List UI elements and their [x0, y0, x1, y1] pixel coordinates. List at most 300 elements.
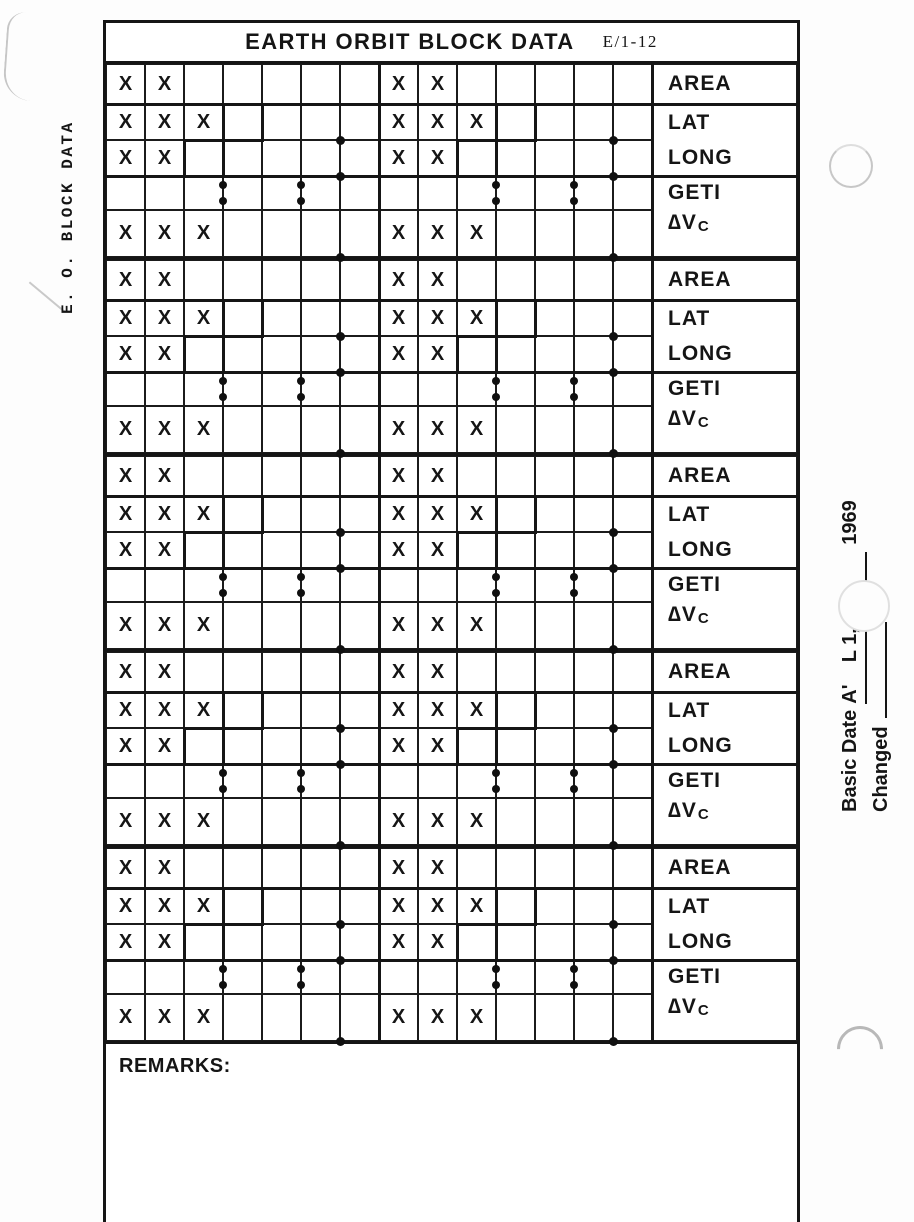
digit-cell-lat	[301, 888, 340, 924]
digit-cell-long	[574, 532, 613, 568]
digit-cell-area	[223, 456, 262, 496]
sign-box-long	[456, 139, 498, 178]
digit-cell-geti	[223, 764, 262, 798]
digit-cell-lat	[535, 496, 574, 532]
row-label-delta-vc	[653, 208, 796, 254]
digit-cell-geti	[340, 960, 379, 994]
data-blocks-container	[106, 64, 797, 1044]
digit-cell-dvc	[301, 994, 340, 1041]
digit-cell-dvc	[262, 602, 301, 649]
digit-cell-geti	[613, 176, 652, 210]
x-mark-cell-area: X	[145, 64, 184, 104]
basic-date-value: A' L 1,	[836, 552, 867, 704]
digit-cell-geti	[379, 568, 418, 602]
x-mark-cell-lat: X	[379, 104, 418, 140]
x-mark-cell-area: X	[145, 652, 184, 692]
x-mark-cell-dvc: X	[418, 994, 457, 1041]
decimal-point-long	[609, 172, 618, 181]
row-label-lat-text: LAT	[668, 306, 711, 330]
digit-cell-geti	[457, 568, 496, 602]
row-label-long	[653, 336, 796, 371]
x-mark-cell-long: X	[379, 336, 418, 372]
x-mark-cell-long: X	[145, 140, 184, 176]
x-mark-cell-lat: X	[184, 888, 223, 924]
block-data-set-1	[106, 64, 797, 260]
x-mark-cell-dvc: X	[184, 798, 223, 845]
decimal-point-dvc	[609, 449, 618, 458]
decimal-point-lat	[336, 920, 345, 929]
row-label-geti-text: GETI	[668, 572, 722, 596]
digit-cell-dvc	[340, 406, 379, 453]
digit-cell-lat	[301, 300, 340, 336]
row-label-area	[652, 64, 797, 104]
x-mark-cell-lat: X	[457, 104, 496, 140]
x-mark-cell-long: X	[145, 924, 184, 960]
heavy-rule-vertical	[378, 456, 381, 649]
digit-cell-geti	[457, 176, 496, 210]
geti-colon-dot	[492, 393, 500, 401]
digit-cell-area	[535, 848, 574, 888]
geti-colon-dot	[492, 965, 500, 973]
digit-cell-area	[223, 652, 262, 692]
geti-colon-dot	[492, 573, 500, 581]
digit-cell-geti	[184, 764, 223, 798]
digit-cell-area	[535, 456, 574, 496]
digit-cell-area	[223, 260, 262, 300]
row-label-lat-long	[652, 496, 797, 568]
digit-cell-dvc	[574, 994, 613, 1041]
row-label-lat-text: LAT	[668, 698, 711, 722]
row-label-lat-long	[652, 104, 797, 176]
digit-cell-area	[613, 64, 652, 104]
digit-cell-lat	[574, 888, 613, 924]
x-mark-cell-area: X	[106, 260, 145, 300]
row-label-lat-text: LAT	[668, 894, 711, 918]
decimal-point-dvc	[336, 449, 345, 458]
digit-cell-area	[613, 652, 652, 692]
x-mark-cell-long: X	[379, 924, 418, 960]
row-label-lat-long	[652, 300, 797, 372]
card-header	[106, 23, 797, 64]
decimal-point-dvc	[336, 645, 345, 654]
digit-cell-area	[262, 260, 301, 300]
digit-cell-area	[301, 456, 340, 496]
digit-cell-area	[262, 456, 301, 496]
digit-cell-geti	[106, 176, 145, 210]
digit-cell-dvc	[535, 602, 574, 649]
digit-cell-long	[223, 728, 262, 764]
digit-cell-area	[301, 260, 340, 300]
decimal-point-dvc	[609, 253, 618, 262]
digit-cell-geti	[457, 764, 496, 798]
digit-cell-area	[535, 64, 574, 104]
decimal-point-dvc	[609, 841, 618, 850]
digit-cell-area	[574, 652, 613, 692]
geti-colon-dot	[492, 181, 500, 189]
x-mark-cell-long: X	[106, 532, 145, 568]
digit-cell-dvc	[223, 602, 262, 649]
digit-cell-area	[496, 260, 535, 300]
sign-box-lat	[222, 887, 264, 926]
digit-cell-area	[184, 652, 223, 692]
digit-cell-geti	[496, 568, 535, 602]
digit-cell-area	[457, 652, 496, 692]
basic-date-year: 1969	[839, 500, 861, 545]
digit-cell-lat	[340, 888, 379, 924]
geti-colon-dot	[492, 377, 500, 385]
digit-cell-geti	[379, 176, 418, 210]
digit-cell-lat	[574, 496, 613, 532]
digit-cell-area	[574, 848, 613, 888]
digit-cell-geti	[262, 568, 301, 602]
row-label-geti-dvc	[652, 372, 797, 453]
x-mark-cell-lat: X	[418, 692, 457, 728]
x-mark-cell-dvc: X	[418, 210, 457, 257]
decimal-point-lat	[609, 136, 618, 145]
digit-cell-geti	[574, 764, 613, 798]
row-label-area	[652, 652, 797, 692]
digit-cell-long	[262, 140, 301, 176]
x-mark-cell-dvc: X	[379, 994, 418, 1041]
geti-colon-dot	[297, 965, 305, 973]
digit-cell-geti	[613, 372, 652, 406]
x-mark-cell-area: X	[379, 848, 418, 888]
digit-cell-long	[574, 728, 613, 764]
digit-cell-geti	[184, 372, 223, 406]
sign-box-long	[183, 139, 225, 178]
row-label-long	[653, 532, 796, 567]
decimal-point-lat	[609, 332, 618, 341]
row-label-area	[652, 260, 797, 300]
remarks-section	[106, 1044, 797, 1222]
digit-cell-lat	[301, 104, 340, 140]
x-mark-cell-long: X	[379, 532, 418, 568]
side-tab-label: E. O. BLOCK DATA	[59, 120, 77, 314]
digit-cell-long	[340, 140, 379, 176]
decimal-point-dvc	[336, 253, 345, 262]
row-label-lat-text: LAT	[668, 110, 711, 134]
digit-cell-geti	[535, 568, 574, 602]
digit-cell-long	[340, 336, 379, 372]
x-mark-cell-dvc: X	[106, 994, 145, 1041]
heavy-rule-vertical	[378, 848, 381, 1041]
digit-cell-dvc	[262, 210, 301, 257]
digit-cell-dvc	[496, 994, 535, 1041]
heavy-rule-vertical	[651, 848, 654, 1041]
digit-cell-area	[613, 260, 652, 300]
row-label-long-text: LONG	[668, 929, 733, 953]
digit-cell-long	[496, 336, 535, 372]
digit-cell-dvc	[496, 406, 535, 453]
x-mark-cell-lat: X	[184, 496, 223, 532]
decimal-point-dvc	[336, 1037, 345, 1046]
digit-cell-geti	[223, 568, 262, 602]
digit-cell-area	[613, 848, 652, 888]
x-mark-cell-lat: X	[145, 104, 184, 140]
x-mark-cell-dvc: X	[106, 798, 145, 845]
x-mark-cell-dvc: X	[145, 798, 184, 845]
digit-cell-long	[262, 728, 301, 764]
x-mark-cell-area: X	[418, 456, 457, 496]
sign-box-lat	[495, 495, 537, 534]
digit-cell-geti	[145, 176, 184, 210]
x-mark-cell-long: X	[106, 728, 145, 764]
x-mark-cell-lat: X	[145, 300, 184, 336]
digit-cell-geti	[535, 764, 574, 798]
x-mark-cell-lat: X	[106, 300, 145, 336]
digit-cell-long	[496, 140, 535, 176]
x-mark-cell-dvc: X	[106, 210, 145, 257]
digit-cell-area	[340, 456, 379, 496]
digit-cell-dvc	[496, 798, 535, 845]
decimal-point-long	[609, 368, 618, 377]
heavy-rule-vertical	[651, 64, 654, 257]
sign-box-long	[183, 531, 225, 570]
digit-cell-geti	[184, 176, 223, 210]
digit-cell-dvc	[574, 210, 613, 257]
decimal-point-lat	[336, 724, 345, 733]
digit-cell-geti	[301, 176, 340, 210]
digit-cell-dvc	[301, 602, 340, 649]
digit-cell-dvc	[301, 406, 340, 453]
digit-cell-geti	[262, 960, 301, 994]
digit-cell-lat	[340, 692, 379, 728]
digit-cell-long	[496, 728, 535, 764]
sign-box-long	[456, 923, 498, 962]
basic-date-label: Basic Date	[839, 709, 861, 812]
row-label-lat	[653, 301, 796, 336]
digit-cell-lat	[613, 104, 652, 140]
digit-cell-geti	[145, 568, 184, 602]
x-mark-cell-long: X	[418, 728, 457, 764]
x-mark-cell-long: X	[418, 140, 457, 176]
delta-v-text: ∆V	[668, 799, 697, 822]
digit-cell-long	[301, 140, 340, 176]
geti-colon-dot	[492, 589, 500, 597]
x-mark-cell-long: X	[418, 924, 457, 960]
digit-cell-dvc	[340, 602, 379, 649]
decimal-point-dvc	[609, 645, 618, 654]
digit-cell-geti	[418, 960, 457, 994]
x-mark-cell-lat: X	[106, 888, 145, 924]
row-label-long	[653, 924, 796, 959]
x-mark-cell-area: X	[418, 652, 457, 692]
digit-cell-geti	[184, 568, 223, 602]
digit-cell-dvc	[262, 406, 301, 453]
x-mark-cell-dvc: X	[184, 602, 223, 649]
digit-cell-geti	[535, 176, 574, 210]
x-mark-cell-lat: X	[457, 692, 496, 728]
geti-colon-dot	[219, 785, 227, 793]
row-label-long-text: LONG	[668, 733, 733, 757]
digit-cell-geti	[301, 568, 340, 602]
delta-v-subscript: C	[697, 806, 710, 823]
x-mark-cell-area: X	[106, 456, 145, 496]
digit-cell-area	[223, 848, 262, 888]
digit-cell-geti	[223, 176, 262, 210]
digit-cell-long	[613, 924, 652, 960]
punch-hole-bottom	[827, 1016, 892, 1081]
x-mark-cell-dvc: X	[379, 406, 418, 453]
digit-cell-area	[535, 260, 574, 300]
digit-cell-geti	[223, 960, 262, 994]
x-mark-cell-long: X	[106, 336, 145, 372]
geti-colon-dot	[297, 589, 305, 597]
row-label-geti-dvc	[652, 176, 797, 257]
digit-cell-geti	[613, 960, 652, 994]
digit-cell-area	[340, 848, 379, 888]
digit-cell-long	[574, 140, 613, 176]
digit-cell-dvc	[262, 994, 301, 1041]
digit-cell-dvc	[340, 210, 379, 257]
digit-cell-dvc	[574, 798, 613, 845]
row-label-area-text: AREA	[668, 72, 732, 95]
digit-cell-lat	[262, 300, 301, 336]
geti-colon-dot	[219, 981, 227, 989]
geti-colon-dot	[492, 785, 500, 793]
decimal-point-lat	[609, 528, 618, 537]
digit-cell-geti	[457, 372, 496, 406]
x-mark-cell-area: X	[418, 64, 457, 104]
digit-cell-area	[262, 652, 301, 692]
digit-cell-lat	[301, 692, 340, 728]
sign-box-long	[183, 727, 225, 766]
geti-colon-dot	[297, 769, 305, 777]
digit-cell-lat	[262, 692, 301, 728]
x-mark-cell-area: X	[379, 64, 418, 104]
punch-hole-middle	[838, 580, 890, 632]
digit-cell-geti	[535, 372, 574, 406]
sign-box-lat	[222, 299, 264, 338]
digit-cell-area	[613, 456, 652, 496]
digit-cell-area	[301, 848, 340, 888]
digit-cell-area	[496, 64, 535, 104]
geti-colon-dot	[297, 393, 305, 401]
digit-cell-geti	[340, 764, 379, 798]
sign-box-long	[456, 727, 498, 766]
x-mark-cell-area: X	[418, 848, 457, 888]
digit-cell-lat	[262, 888, 301, 924]
digit-cell-geti	[301, 764, 340, 798]
block-data-card	[103, 20, 800, 1222]
digit-cell-geti	[496, 372, 535, 406]
x-mark-cell-area: X	[106, 64, 145, 104]
x-mark-cell-lat: X	[379, 692, 418, 728]
geti-colon-dot	[570, 589, 578, 597]
digit-cell-dvc	[223, 798, 262, 845]
heavy-rule-vertical	[378, 64, 381, 257]
digit-cell-area	[184, 456, 223, 496]
row-label-lat-long	[652, 692, 797, 764]
x-mark-cell-dvc: X	[457, 406, 496, 453]
digit-cell-dvc	[301, 798, 340, 845]
digit-cell-lat	[340, 104, 379, 140]
digit-cell-dvc	[496, 602, 535, 649]
digit-cell-long	[535, 140, 574, 176]
row-label-geti-text: GETI	[668, 180, 722, 204]
digit-cell-lat	[574, 692, 613, 728]
digit-cell-geti	[379, 764, 418, 798]
digit-cell-lat	[535, 692, 574, 728]
digit-cell-long	[613, 336, 652, 372]
sign-box-lat	[495, 299, 537, 338]
digit-cell-geti	[535, 960, 574, 994]
digit-cell-area	[574, 64, 613, 104]
geti-colon-dot	[219, 573, 227, 581]
sign-box-long	[183, 923, 225, 962]
decimal-point-lat	[336, 332, 345, 341]
geti-colon-dot	[570, 197, 578, 205]
digit-cell-long	[535, 728, 574, 764]
x-mark-cell-dvc: X	[418, 406, 457, 453]
card-title: EARTH ORBIT BLOCK DATA	[245, 29, 575, 54]
x-mark-cell-area: X	[145, 848, 184, 888]
digit-cell-dvc	[262, 798, 301, 845]
digit-cell-geti	[340, 372, 379, 406]
row-label-geti	[653, 177, 796, 208]
digit-cell-geti	[379, 960, 418, 994]
geti-colon-dot	[219, 393, 227, 401]
sign-box-long	[456, 335, 498, 374]
geti-colon-dot	[219, 181, 227, 189]
digit-cell-dvc	[535, 994, 574, 1041]
digit-cell-lat	[574, 300, 613, 336]
geti-colon-dot	[297, 181, 305, 189]
x-mark-cell-lat: X	[106, 692, 145, 728]
digit-cell-area	[574, 456, 613, 496]
sign-box-long	[183, 335, 225, 374]
row-label-geti	[653, 373, 796, 404]
geti-colon-dot	[297, 377, 305, 385]
digit-cell-area	[184, 64, 223, 104]
digit-cell-lat	[613, 888, 652, 924]
geti-colon-dot	[219, 965, 227, 973]
x-mark-cell-dvc: X	[457, 994, 496, 1041]
digit-cell-area	[340, 652, 379, 692]
block-data-set-2	[106, 260, 797, 456]
x-mark-cell-long: X	[418, 532, 457, 568]
row-label-lat	[653, 693, 796, 728]
x-mark-cell-lat: X	[106, 104, 145, 140]
x-mark-cell-lat: X	[457, 300, 496, 336]
x-mark-cell-long: X	[106, 924, 145, 960]
digit-cell-dvc	[613, 798, 652, 845]
row-label-lat-text: LAT	[668, 502, 711, 526]
x-mark-cell-lat: X	[418, 888, 457, 924]
x-mark-cell-lat: X	[379, 888, 418, 924]
delta-v-subscript: C	[697, 1002, 710, 1019]
digit-cell-geti	[574, 372, 613, 406]
digit-cell-dvc	[301, 210, 340, 257]
digit-cell-geti	[184, 960, 223, 994]
changed-blank-line	[885, 622, 887, 718]
row-label-area-text: AREA	[668, 660, 732, 683]
decimal-point-long	[336, 172, 345, 181]
x-mark-cell-dvc: X	[379, 210, 418, 257]
digit-cell-long	[496, 532, 535, 568]
decimal-point-dvc	[336, 841, 345, 850]
digit-cell-area	[574, 260, 613, 300]
digit-cell-lat	[535, 888, 574, 924]
digit-cell-geti	[301, 372, 340, 406]
x-mark-cell-long: X	[145, 532, 184, 568]
row-label-delta-vc	[653, 796, 796, 842]
heavy-rule-horizontal	[106, 887, 797, 890]
x-mark-cell-dvc: X	[184, 210, 223, 257]
x-mark-cell-area: X	[379, 260, 418, 300]
digit-cell-geti	[613, 568, 652, 602]
row-label-geti	[653, 569, 796, 600]
